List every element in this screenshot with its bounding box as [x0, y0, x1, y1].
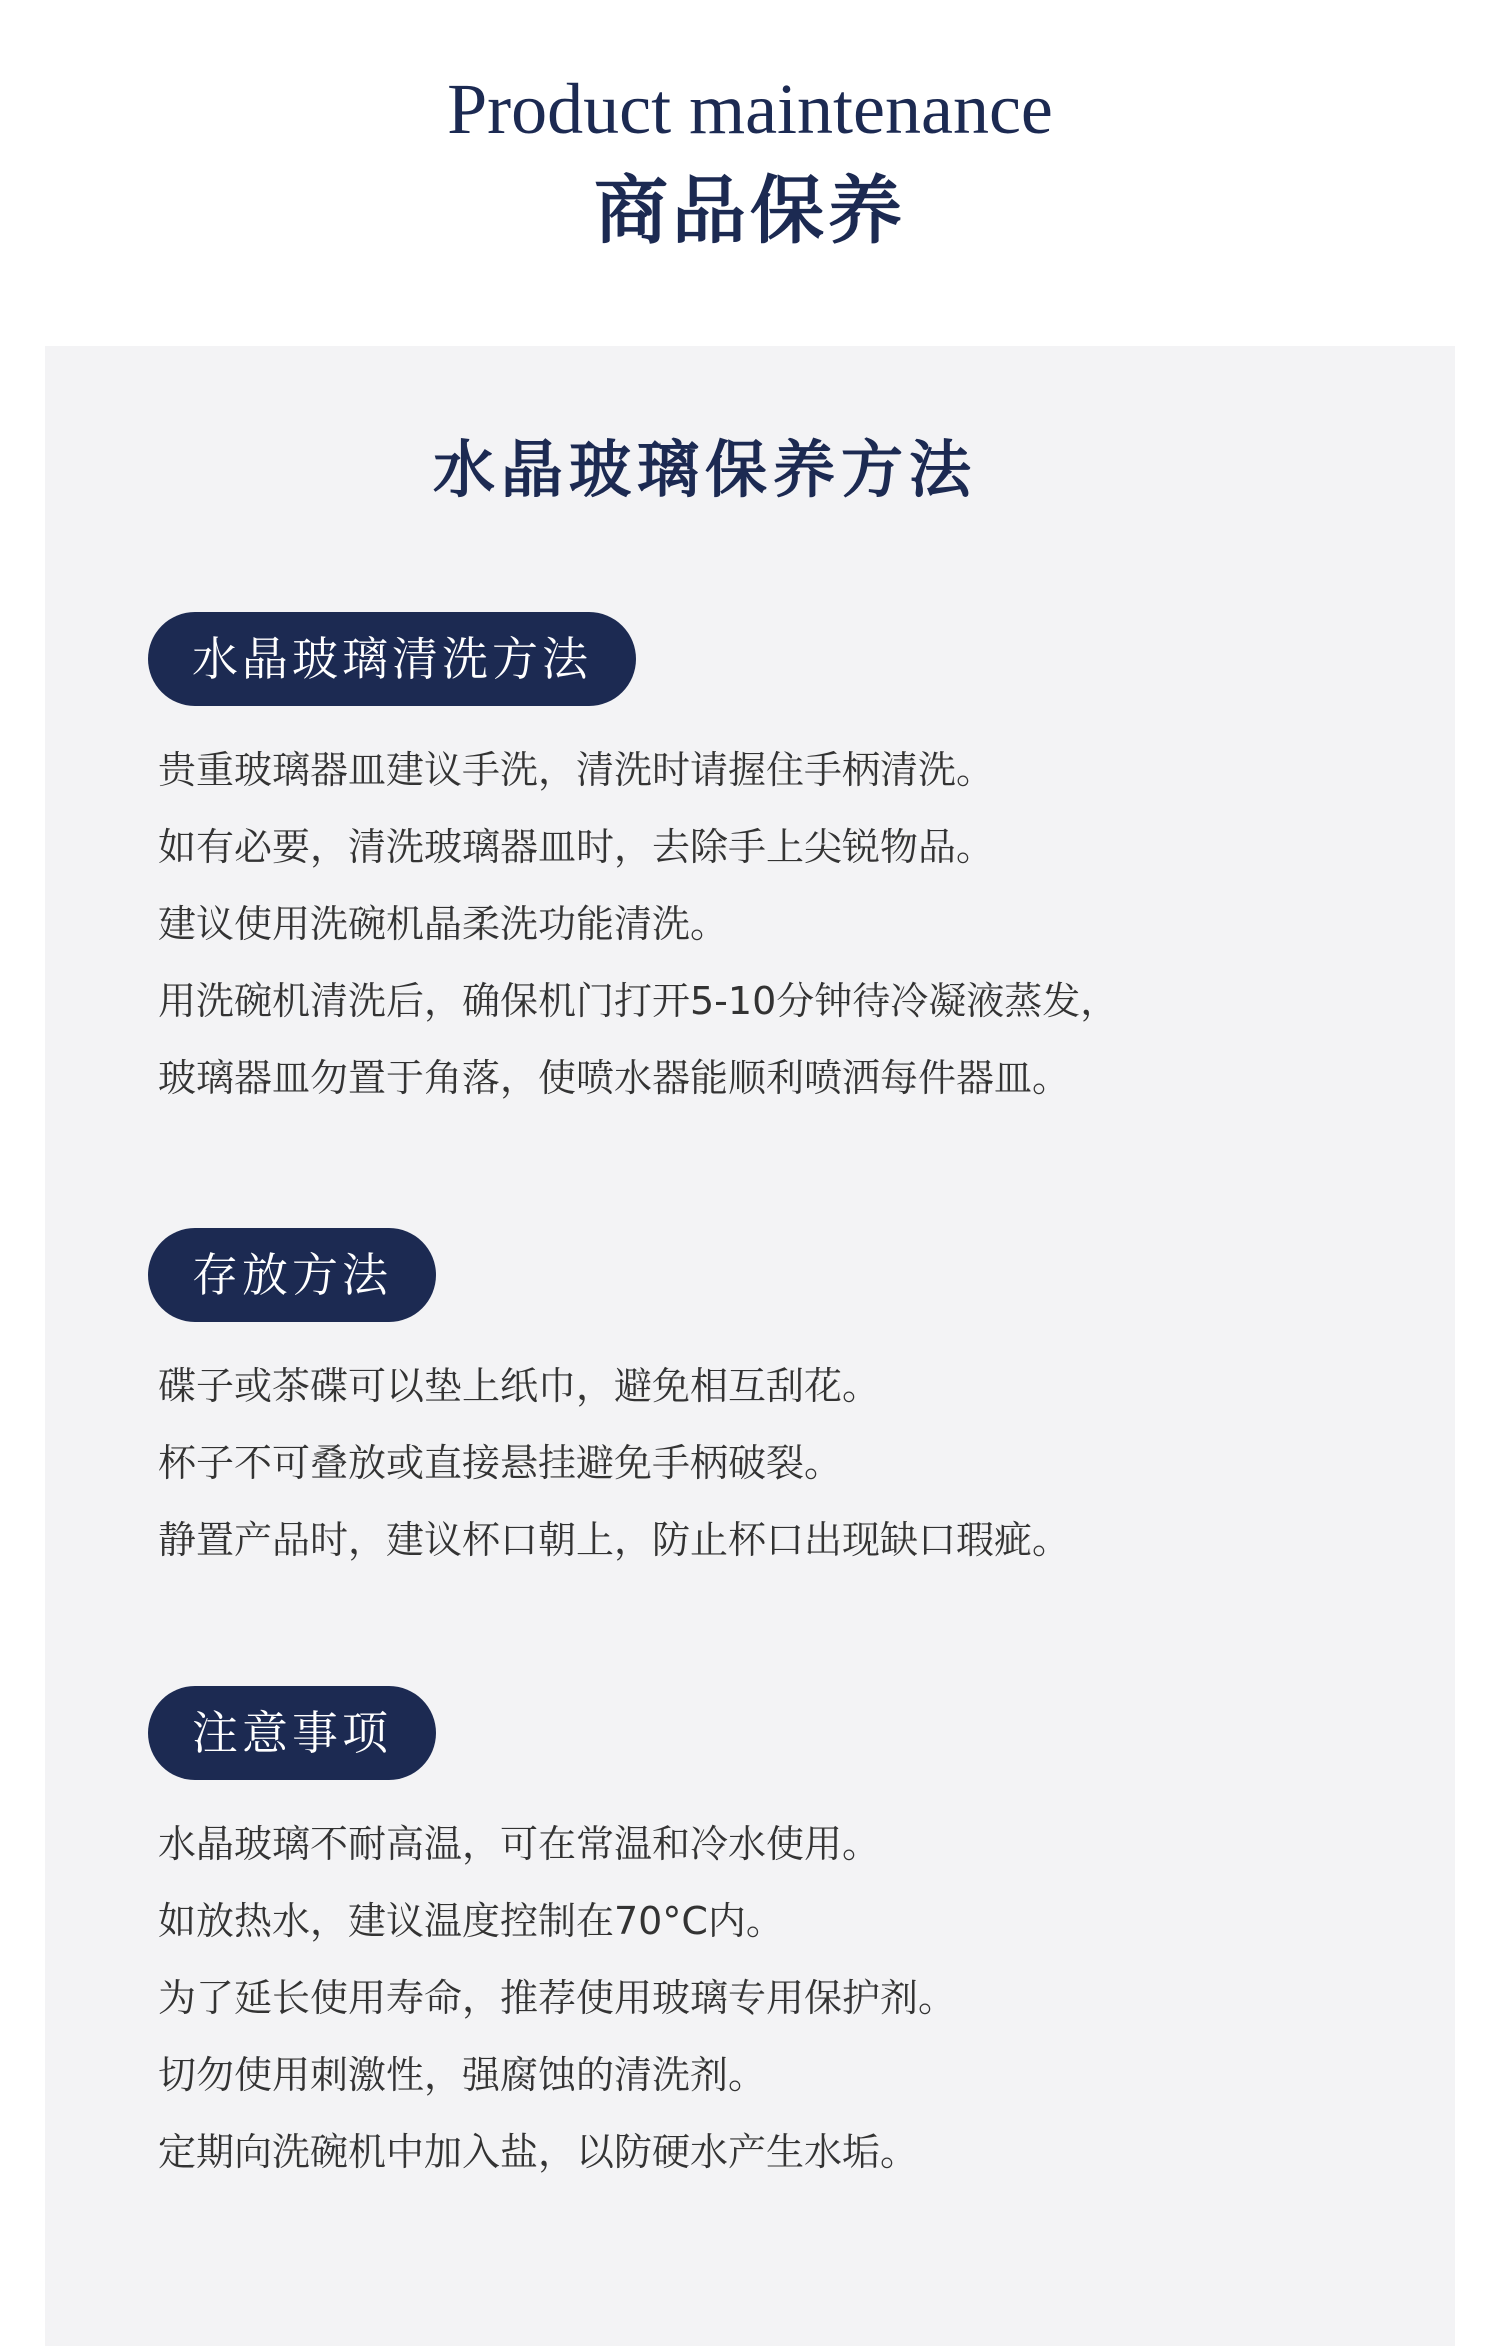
page-title-english: Product maintenance [447, 69, 1053, 149]
text-line: 为了延长使用寿命，推荐使用玻璃专用保护剂。 [158, 1976, 957, 2020]
text-line: 贵重玻璃器皿建议手洗，清洗时请握住手柄清洗。 [158, 748, 995, 792]
text-line: 水晶玻璃不耐高温，可在常温和冷水使用。 [158, 1822, 881, 1866]
text-line: 如有必要，清洗玻璃器皿时，去除手上尖锐物品。 [158, 825, 995, 869]
section-cleaning [148, 612, 1398, 1117]
section-heading-pill: 注意事项 [148, 1686, 436, 1780]
page-title-chinese: 商品保养 [594, 168, 906, 254]
text-line: 定期向洗碗机中加入盐，以防硬水产生水垢。 [158, 2130, 919, 2174]
section-text-list [158, 732, 1398, 1117]
text-line: 玻璃器皿勿置于角落，使喷水器能顺利喷洒每件器皿。 [158, 1056, 1071, 1100]
panel-title: 水晶玻璃保养方法 [432, 433, 977, 506]
section-storage [148, 1228, 1398, 1579]
text-line: 如放热水，建议温度控制在70°C内。 [158, 1899, 784, 1943]
section-heading-pill: 水晶玻璃清洗方法 [148, 612, 636, 706]
section-text-list [158, 1806, 1398, 2191]
section-heading-pill: 存放方法 [148, 1228, 436, 1322]
section-notes [148, 1686, 1398, 2191]
text-line: 静置产品时，建议杯口朝上，防止杯口出现缺口瑕疵。 [158, 1518, 1071, 1562]
text-line: 建议使用洗碗机晶柔洗功能清洗。 [158, 902, 729, 946]
text-line: 碟子或茶碟可以垫上纸巾，避免相互刮花。 [158, 1364, 881, 1408]
text-line: 用洗碗机清洗后，确保机门打开5-10分钟待冷凝液蒸发， [158, 979, 1119, 1023]
text-line: 切勿使用刺激性，强腐蚀的清洗剂。 [158, 2053, 767, 2097]
page-header [0, 0, 1500, 346]
section-text-list [158, 1348, 1398, 1579]
text-line: 杯子不可叠放或直接悬挂避免手柄破裂。 [158, 1441, 843, 1485]
